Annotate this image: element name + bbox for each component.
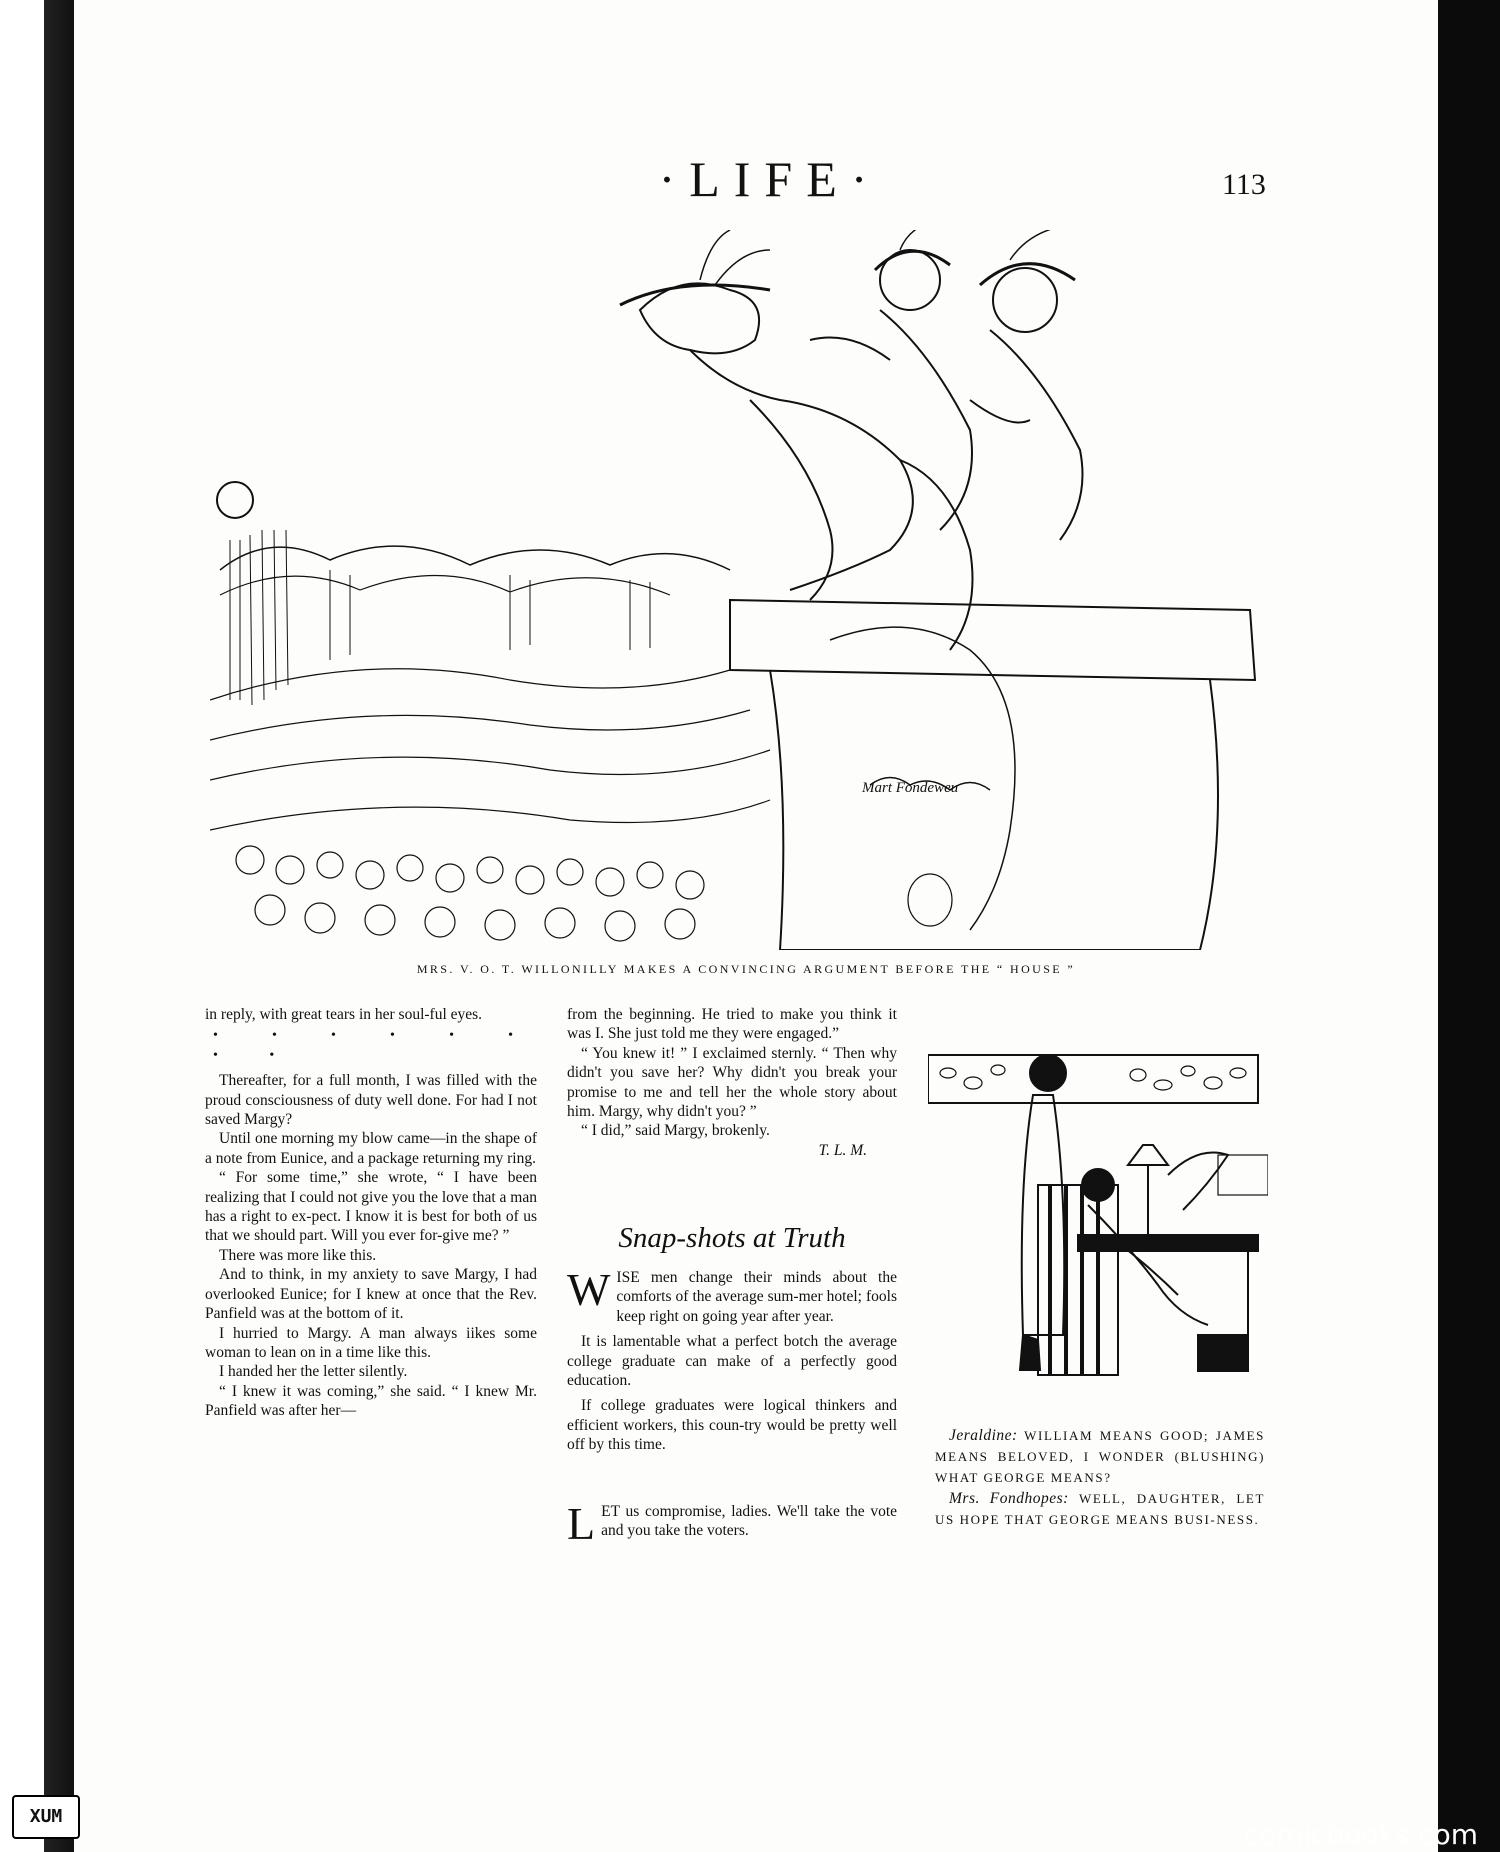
story-column-2 xyxy=(567,1005,897,1160)
binding-edge xyxy=(0,0,44,1852)
story-paragraph: from the beginning. He tried to make you think it was I. She just told me they were engaged.” xyxy=(567,1006,897,1043)
drop-cap: L xyxy=(567,1498,596,1549)
snapshots-footer xyxy=(567,1498,897,1549)
snapshot-paragraph: ET us compromise, ladies. We'll take the vote and you take the voters. xyxy=(601,1503,897,1540)
snapshot-paragraph: If college graduates were logical thinkers and efficient workers, this coun-try would be pretty well off by this time. xyxy=(567,1397,897,1454)
speaker-name: Jeraldine: xyxy=(949,1427,1018,1444)
story-paragraph: in reply, with great tears in her soul-ful eyes. xyxy=(205,1006,483,1023)
story-paragraph: I handed her the letter silently. xyxy=(219,1363,408,1381)
story-column-1 xyxy=(205,1005,537,1421)
binding-shadow xyxy=(44,0,74,1852)
dialogue-line: WELL, DAUGHTER, LET US HOPE THAT GEORGE MEANS BUSI-NESS. xyxy=(935,1491,1265,1527)
story-paragraph: “ I did,” said Margy, brokenly. xyxy=(581,1122,770,1140)
dialogue-line: WILLIAM MEANS GOOD; JAMES MEANS BELOVED, I WONDER (BLUSHING) WHAT GEORGE MEANS? xyxy=(935,1428,1265,1485)
section-heading-snapshots: Snap-shots at Truth xyxy=(618,1222,846,1254)
story-paragraph: “ For some time,” she wrote, “ I have been realizing that I could not give you the love that a man has a right to ex-pect. I know it is best for both of us that we should part. Will you ever for-give me? ” xyxy=(205,1169,537,1245)
cartoon-caption: MRS. V. O. T. WILLONILLY MAKES A CONVINCING ARGUMENT BEFORE THE “ HOUSE ” xyxy=(416,962,1076,976)
site-watermark: comicbooks.com xyxy=(1243,1818,1478,1851)
snapshot-paragraph: It is lamentable what a perfect botch the average college graduate can make of a perfectly good education. xyxy=(567,1333,897,1390)
cartoon-parlor-illustration xyxy=(928,1035,1268,1395)
section-break: • • • • • • • • xyxy=(213,1028,537,1063)
cartoon-dialogue xyxy=(935,1425,1265,1530)
masthead-title: ·LIFE· xyxy=(658,151,882,207)
snapshots-column xyxy=(567,1264,897,1455)
story-paragraph: There was more like this. xyxy=(219,1246,377,1264)
story-paragraph: I hurried to Margy. A man always iikes some woman to lean on in a time like this. xyxy=(205,1324,537,1361)
scan-border xyxy=(1438,0,1500,1852)
story-paragraph: Until one morning my blow came—in the shape of a note from Eunice, and a package returning my ring. xyxy=(205,1130,537,1167)
scan-badge: XUM xyxy=(12,1795,80,1839)
snapshot-paragraph: ISE men change their minds about the comforts of the average sum-mer hotel; fools keep right on going year after year. xyxy=(616,1269,897,1325)
page-number: 113 xyxy=(1222,168,1266,201)
cartoon-house-illustration xyxy=(210,230,1270,950)
speaker-name: Mrs. Fondhopes: xyxy=(949,1490,1069,1507)
cartoon-signature: Mart Fondeweu xyxy=(862,780,959,796)
story-paragraph: “ I knew it was coming,” she said. “ I knew Mr. Panfield was after her— xyxy=(205,1382,537,1420)
drop-cap: W xyxy=(567,1264,611,1315)
story-paragraph: And to think, in my anxiety to save Margy, I had overlooked Eunice; for I knew at once that the Rev. Panfield was at the bottom of it. xyxy=(205,1266,537,1323)
story-paragraph: Thereafter, for a full month, I was filled with the proud consciousness of duty well done. For had I not saved Margy? xyxy=(205,1072,537,1129)
story-paragraph: “ You knew it! ” I exclaimed sternly. “ Then why didn't you save her? Why didn't you break your promise to me and tell her the whole story about him. Margy, why didn't you? ” xyxy=(567,1044,897,1121)
story-signature: T. L. M. xyxy=(818,1141,867,1159)
